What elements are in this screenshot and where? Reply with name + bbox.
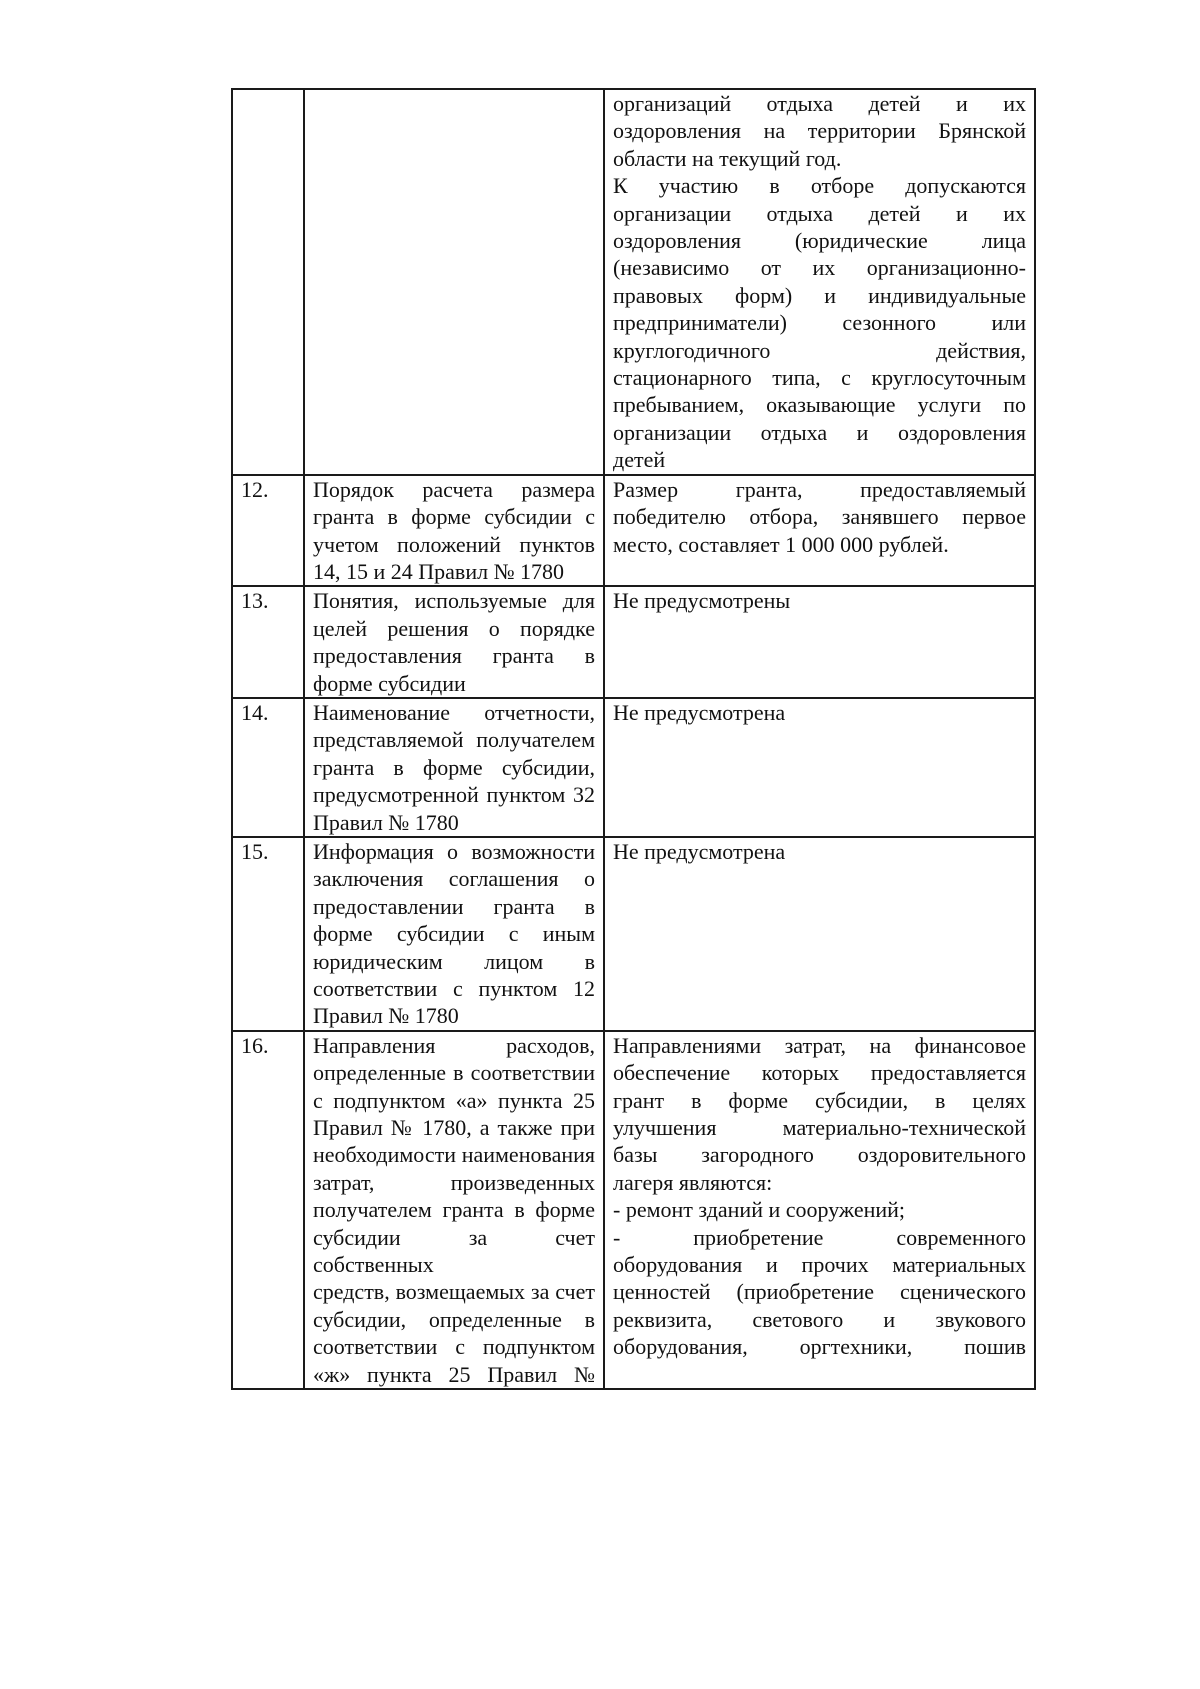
text-line: предоставления гранта в [313,643,595,669]
table-row [232,837,1035,1031]
text-line: соответствии с подпунктом [313,1334,595,1360]
text-line: Направления расходов, [313,1032,595,1058]
document-table-body [232,89,1035,1389]
text-line: Размер гранта, предоставляемый [613,476,1026,502]
text-line: средств, возмещаемых за счет [313,1279,595,1305]
table-row [232,1031,1035,1389]
text-line: - приобретение современного [613,1224,1026,1250]
row-name-cell [304,1031,604,1389]
row-number-cell [232,698,304,837]
row-number: 15. [241,838,269,864]
text-line: соответствии с пунктом 12 [313,976,595,1001]
text-line: с подпунктом «а» пункта 25 [313,1087,595,1113]
text-line: 14, 15 и 24 Правил № 1780 [313,558,565,584]
text-line: оборудования, оргтехники, пошив [613,1334,1026,1360]
text-line: оборудования и прочих материальных [613,1252,1026,1278]
row-number: 13. [241,588,269,614]
text-line: организации отдыха детей и их [613,200,1026,226]
text-line: организаций отдыха детей и их [613,91,1026,116]
row-value-cell [604,475,1035,587]
text-line: пребыванием, оказывающие услуги по [613,392,1026,418]
row-value-cell [604,586,1035,698]
row-number-cell [232,586,304,698]
text-line: правовых форм) и индивидуальные [613,282,1026,308]
text-line: (независимо от их организационно- [613,255,1026,281]
text-line: базы загородного оздоровительного [613,1142,1026,1168]
text-line: стационарного типа, с круглосуточным [613,365,1026,391]
text-line: лагеря являются: [613,1169,773,1195]
text-line: победителю отбора, занявшего первое [613,504,1026,530]
row-number: 14. [241,699,269,725]
text-line: гранта в форме субсидии, [313,754,595,780]
text-line: Наименование отчетности, [313,699,595,725]
text-line: ценностей (приобретение сценического [613,1279,1026,1305]
row-number-cell [232,89,304,475]
text-line: организации отдыха и оздоровления [613,419,1026,445]
row-name-cell [304,586,604,698]
text-line: Порядок расчета размера [313,476,595,502]
text-line: «ж» пункта 25 Правил № [313,1361,595,1387]
text-line: Понятия, используемые для [313,588,595,614]
text-line: предприниматели) сезонного или [613,310,1026,336]
text-line: учетом положений пунктов [313,531,595,557]
text-line: форме субсидии [313,670,466,696]
text-line: грант в форме субсидии, в целях [613,1087,1026,1113]
text-line: необходимости наименования [313,1142,595,1168]
text-line: предоставлении гранта в [313,893,595,919]
row-number: 16. [241,1032,269,1058]
table-row [232,89,1035,475]
text-line: форме субсидии с иным [313,921,595,947]
text-line: определенные в соответствии [313,1060,595,1086]
row-value-cell [604,89,1035,475]
document-table [231,88,1036,1390]
text-line: получателем гранта в форме [313,1197,595,1223]
text-line: юридическим лицом в [313,948,595,974]
table-row [232,475,1035,587]
row-name-cell [304,837,604,1031]
row-name-cell [304,698,604,837]
row-value-cell [604,1031,1035,1389]
row-number-cell [232,837,304,1031]
text-line: субсидии, определенные в [313,1306,595,1332]
row-number-cell [232,475,304,587]
text-line: оздоровления (юридические лица [613,228,1026,254]
row-number-cell [232,1031,304,1389]
text-line: улучшения материально-технической [613,1115,1026,1141]
text-line: субсидии за счет собственных [313,1224,595,1278]
text-line: заключения соглашения о [313,866,595,892]
text-line: предусмотренной пунктом 32 [313,782,595,808]
text-line: К участию в отборе допускаются [613,173,1026,199]
text-line: Правил № 1780 [313,1003,459,1029]
table-row [232,586,1035,698]
text-line: целей решения о порядке [313,615,595,641]
text-line: детей [613,447,666,473]
text-line: Не предусмотрена [613,838,786,864]
text-line: затрат, произведенных [313,1169,595,1195]
text-line: Направлениями затрат, на финансовое [613,1032,1026,1058]
text-line: области на текущий год. [613,145,842,171]
row-value-cell [604,698,1035,837]
row-name-cell [304,89,604,475]
text-line: реквизита, светового и звукового [613,1306,1026,1332]
text-line: обеспечение которых предоставляется [613,1060,1026,1086]
row-name-cell [304,475,604,587]
row-value-cell [604,837,1035,1031]
text-line: Не предусмотрены [613,588,791,614]
row-number: 12. [241,476,269,502]
text-line: - ремонт зданий и сооружений; [613,1197,906,1223]
text-line: место, составляет 1 000 000 рублей. [613,531,949,557]
text-line: Не предусмотрена [613,699,786,725]
text-line: Информация о возможности [313,838,595,864]
text-line: оздоровления на территории Брянской [613,118,1026,144]
text-line: Правил № 1780, а также при [313,1115,595,1141]
text-line: Правил № 1780 [313,809,459,835]
text-line: гранта в форме субсидии с [313,504,595,530]
table-row [232,698,1035,837]
text-line: представляемой получателем [313,727,595,753]
text-line: круглогодичного действия, [613,337,1026,363]
